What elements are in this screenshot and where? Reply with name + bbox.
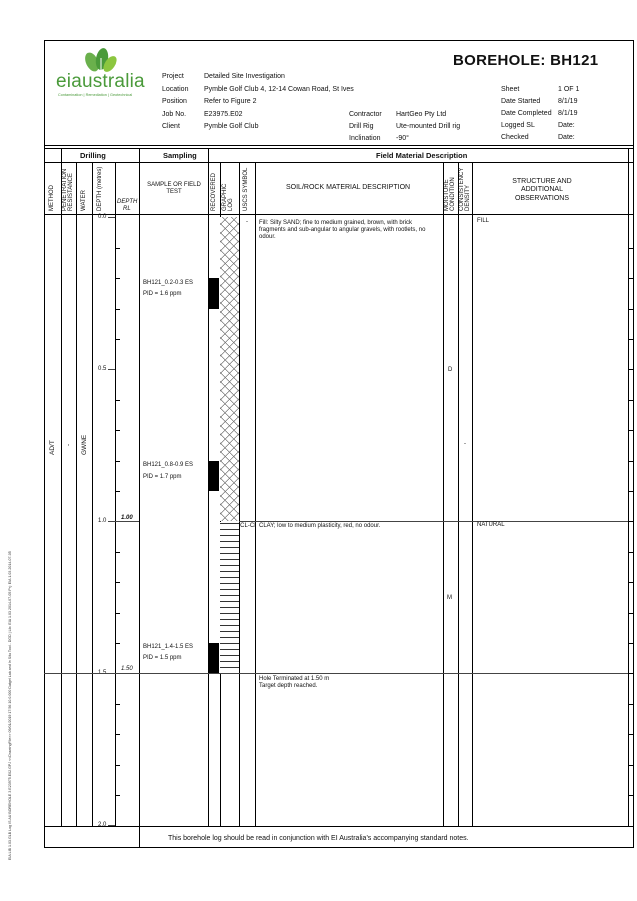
date-started-label: Date Started bbox=[501, 98, 541, 105]
position-label: Position bbox=[162, 98, 187, 105]
date-started-value: 8/1/19 bbox=[558, 98, 578, 105]
sample-3-pid: PID = 1.5 ppm bbox=[143, 655, 182, 661]
sidebar-file-info: EIA LIB 1.03.GLB Log IS AU BOREHOLE 3 E23975.E02.GPJ <<DrawingFile>> 09/01/2019 17:56 10.0.000 Datgel Lab and In Situ Tool - DGD | Lib: EIA 1.03 2014-07-05 Prj: EIA 1.03 2014-07-05 bbox=[8, 551, 12, 860]
job-no-label: Job No. bbox=[162, 111, 187, 118]
col-structure: STRUCTURE AND ADDITIONAL OBSERVATIONS bbox=[512, 178, 572, 202]
client-value: Pymble Golf Club bbox=[204, 123, 259, 130]
col-sample: SAMPLE OR FIELD TEST bbox=[147, 182, 201, 196]
layer-depth-1: 1.00 bbox=[121, 515, 133, 521]
consistency-layer-1: - bbox=[464, 441, 466, 447]
layer-depth-2: 1.50 bbox=[121, 666, 133, 672]
col-depth-metres: DEPTH (metres) bbox=[97, 166, 103, 211]
water-value: GWNE bbox=[81, 434, 88, 455]
col-uscs: USCS SYMBOL bbox=[243, 167, 249, 211]
col-graphic-log: GRAPHIC LOG bbox=[222, 183, 235, 211]
col-recovered: RECOVERED bbox=[211, 172, 217, 211]
col-description: SOIL/ROCK MATERIAL DESCRIPTION bbox=[286, 184, 411, 191]
location-value: Pymble Golf Club 4, 12-14 Cowan Road, St Ives bbox=[204, 86, 354, 93]
sample-2-pid: PID = 1.7 ppm bbox=[143, 474, 182, 480]
col-method: METHOD bbox=[49, 185, 55, 211]
contractor-label: Contractor bbox=[349, 111, 382, 118]
drilling-method-value: AD/T bbox=[49, 440, 56, 455]
location-label: Location bbox=[162, 86, 189, 93]
depth-label-3: 1.5 bbox=[98, 670, 107, 676]
depth-label-2: 1.0 bbox=[98, 518, 107, 524]
moisture-layer-1: D bbox=[448, 367, 453, 373]
date-completed-label: Date Completed bbox=[501, 110, 552, 117]
project-label: Project bbox=[162, 73, 184, 80]
layer-1-description: Fill: Silty SAND; fine to medium grained, brown, with brick fragments and sub-angular to angular gravels, with rootlets, no odour. bbox=[259, 220, 426, 240]
graphic-log-clay bbox=[220, 522, 239, 673]
sheet-label: Sheet bbox=[501, 86, 520, 93]
borehole-title: BOREHOLE: BH121 bbox=[453, 52, 599, 69]
structure-layer-1: FILL bbox=[477, 218, 490, 224]
recovered-sample-2 bbox=[209, 461, 219, 491]
checked-date: Date: bbox=[558, 134, 575, 141]
graphic-log-fill bbox=[220, 217, 239, 521]
col-depth: DEPTH bbox=[117, 199, 138, 205]
field-section-header: Field Material Description bbox=[376, 151, 468, 160]
termination-line-1: Hole Terminated at 1.50 m bbox=[259, 676, 330, 682]
uscs-layer-2: CL-CI bbox=[240, 523, 256, 529]
inclination-label: Inclination bbox=[349, 135, 381, 142]
col-penetration: PENETRATION RESISTANCE bbox=[62, 168, 75, 211]
date-completed-value: 8/1/19 bbox=[558, 110, 578, 117]
logged-label: Logged SL bbox=[501, 122, 535, 129]
inclination-value: -90° bbox=[396, 135, 409, 142]
col-moisture: MOISTURE CONDITION bbox=[444, 177, 457, 211]
uscs-layer-1: - bbox=[246, 219, 248, 225]
sample-2-id: BH121_0.8-0.9 ES bbox=[143, 462, 194, 468]
sampling-section-header: Sampling bbox=[163, 151, 197, 160]
sample-1-pid: PID = 1.6 ppm bbox=[143, 291, 182, 297]
termination-line-2: Target depth reached. bbox=[259, 683, 318, 689]
footer-note: This borehole log should be read in conjunction with EI Australia's accompanying standard notes. bbox=[168, 835, 469, 842]
logged-date: Date: bbox=[558, 122, 575, 129]
recovered-sample-1 bbox=[209, 278, 219, 309]
sample-1-id: BH121_0.2-0.3 ES bbox=[143, 280, 194, 286]
logo-wordmark: eiaustralia bbox=[56, 71, 145, 92]
col-water: WATER bbox=[81, 190, 87, 211]
drilling-section-header: Drilling bbox=[80, 151, 106, 160]
project-value: Detailed Site Investigation bbox=[204, 73, 285, 80]
layer-2-description: CLAY; low to medium plasticity, red, no odour. bbox=[259, 523, 381, 529]
recovered-sample-3 bbox=[209, 643, 219, 673]
col-rl: RL bbox=[123, 206, 131, 212]
depth-label-0: 0.0 bbox=[98, 214, 107, 220]
structure-layer-2: NATURAL bbox=[477, 522, 505, 528]
drill-rig-label: Drill Rig bbox=[349, 123, 374, 130]
sheet-value: 1 OF 1 bbox=[558, 86, 580, 93]
checked-label: Checked bbox=[501, 134, 529, 141]
company-logo bbox=[52, 46, 147, 101]
moisture-layer-2: M bbox=[447, 595, 452, 601]
logo-tagline: Contamination | Remediation | Geotechnical bbox=[58, 93, 133, 97]
job-no-value: E23975.E02 bbox=[204, 111, 243, 118]
contractor-value: HartGeo Pty Ltd bbox=[396, 111, 447, 118]
depth-label-4: 2.0 bbox=[98, 822, 107, 828]
drill-rig-value: Ute-mounted Drill rig bbox=[396, 123, 461, 130]
sample-3-id: BH121_1.4-1.5 ES bbox=[143, 644, 194, 650]
position-value: Refer to Figure 2 bbox=[204, 98, 257, 105]
client-label: Client bbox=[162, 123, 180, 130]
depth-label-1: 0.5 bbox=[98, 366, 107, 372]
col-consistency: CONSISTENCY DENSITY bbox=[459, 167, 472, 211]
penetration-value: - bbox=[65, 443, 72, 446]
